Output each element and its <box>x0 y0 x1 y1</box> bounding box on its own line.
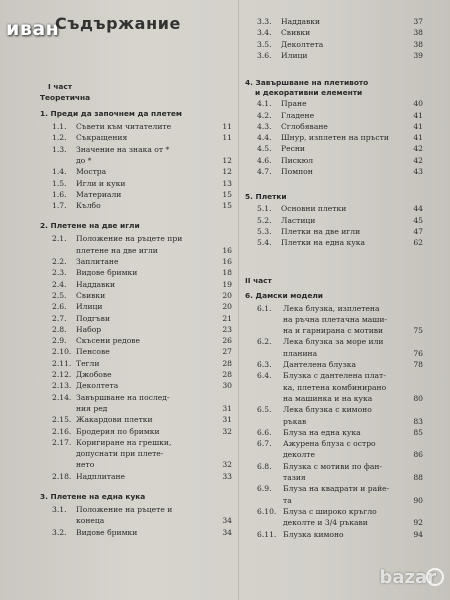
toc-entry-page: 40 <box>413 99 423 109</box>
toc-entry-number: 1.4. <box>52 167 67 177</box>
toc-entry-title: на машинка и на кука <box>283 393 373 403</box>
toc-entry-page: 16 <box>222 245 232 255</box>
toc-entry-title: нето <box>76 460 95 470</box>
toc-entry-title: на ръчна плетачна маши- <box>283 314 387 324</box>
toc-entry-page: 43 <box>413 167 423 176</box>
toc-entry-number: 2.10. <box>52 347 72 357</box>
toc-entry-title: допуснати при плете- <box>76 449 164 459</box>
toc-entry-number: 3.2. <box>52 527 67 537</box>
toc-entry-title: Игли и куки <box>76 178 126 188</box>
toc-entry-title: Шнур, изплетен на пръсти <box>281 133 389 143</box>
toc-entry <box>245 484 423 493</box>
toc-entry-title: Пране <box>281 99 307 109</box>
toc-entry-number: 6.10. <box>257 506 277 516</box>
toc-entry-number: 4.4. <box>257 133 272 143</box>
toc-entry <box>245 17 423 26</box>
toc-entry-number: 6.5. <box>257 405 272 415</box>
toc-entry-title: Дантелена блузка <box>283 360 357 369</box>
toc-entry-number: 2.14. <box>52 392 72 402</box>
toc-entry-page: 20 <box>222 290 232 300</box>
toc-entry <box>40 190 232 199</box>
toc-entry <box>245 507 423 516</box>
toc-entry-title: ния ред <box>76 403 108 413</box>
toc-entry-page: 45 <box>413 215 423 225</box>
toc-entry-title: Наддавки <box>281 17 321 26</box>
toc-entry-page: 38 <box>413 39 423 49</box>
toc-entry <box>245 156 423 165</box>
toc-entry-page: 31 <box>222 415 232 425</box>
toc-entry-page: 44 <box>413 204 423 214</box>
toc-entry-number: 5.1. <box>257 204 272 214</box>
toc-entry <box>40 449 232 458</box>
toc-entry-number: 2.12. <box>52 370 72 379</box>
toc-entry-title: Деколтета <box>76 381 119 391</box>
toc-entry <box>245 450 423 459</box>
toc-entry <box>245 315 423 324</box>
part-name: Теоретична <box>40 93 91 102</box>
toc-entry <box>245 133 423 142</box>
toc-entry-title: Сглобяване <box>281 121 328 131</box>
toc-entry-page: 19 <box>222 279 232 289</box>
toc-entry-page: 80 <box>413 393 423 403</box>
toc-entry-number: 1.2. <box>52 133 67 143</box>
toc-entry-number: 4.3. <box>257 121 272 131</box>
toc-entry <box>40 427 232 436</box>
toc-entry-page: 41 <box>413 110 423 120</box>
toc-entry-page: 41 <box>413 121 423 131</box>
toc-entry-title: Положение на ръцете и <box>76 505 173 514</box>
toc-entry-page: 13 <box>222 178 232 188</box>
toc-entry-title: Свивки <box>281 28 311 38</box>
toc-entry-title: плетене на две игли <box>76 245 158 255</box>
toc-entry-number: 3.6. <box>257 50 272 60</box>
toc-entry <box>40 370 232 379</box>
toc-entry-title: Ресни <box>281 144 305 154</box>
toc-entry-title: Ластици <box>281 215 316 225</box>
toc-entry-title: Лека блузка с кимоно <box>283 405 372 415</box>
toc-entry <box>40 280 232 289</box>
toc-entry-page: 20 <box>222 302 232 312</box>
toc-entry-number: 2.7. <box>52 313 67 323</box>
toc-entry <box>245 227 423 236</box>
toc-entry <box>245 473 423 482</box>
toc-entry-page: 11 <box>222 133 232 143</box>
toc-entry-number: 6.4. <box>257 371 272 381</box>
toc-entry <box>40 472 232 481</box>
toc-entry-page: 85 <box>413 427 423 437</box>
part-label: I част <box>48 82 73 91</box>
toc-entry-title: Пискюл <box>281 155 314 165</box>
toc-entry-number: 6.6. <box>257 427 272 437</box>
toc-entry-title: Материали <box>76 189 122 199</box>
toc-entry <box>40 381 232 390</box>
toc-entry <box>40 347 232 356</box>
toc-entry-title: конеца <box>76 516 105 526</box>
toc-entry-number: 2.17. <box>52 437 72 447</box>
watermark-icon <box>426 568 444 586</box>
toc-entry-title: Блузка кимоно <box>283 529 344 539</box>
toc-entry-title: Плетки на една кука <box>281 238 366 248</box>
toc-entry <box>40 415 232 424</box>
toc-entry <box>40 167 232 176</box>
toc-entry-number: 2.3. <box>52 268 67 278</box>
toc-entry <box>245 28 423 37</box>
toc-entry-page: 26 <box>222 336 232 346</box>
toc-entry-title: Съкращения <box>76 133 128 143</box>
toc-entry-title: Плетки на две игли <box>281 226 361 236</box>
toc-entry-page: 62 <box>413 238 423 248</box>
toc-entry-page: 21 <box>222 313 232 323</box>
toc-entry-page: 15 <box>222 201 232 211</box>
toc-entry-number: 1.6. <box>52 189 67 199</box>
toc-entry-title: та <box>283 495 292 505</box>
toc-entry-page: 90 <box>413 495 423 505</box>
toc-entry-page: 37 <box>413 17 423 26</box>
toc-entry-title: Подгъви <box>76 313 111 323</box>
toc-entry-title: Джобове <box>76 370 112 379</box>
toc-entry <box>245 167 423 176</box>
toc-entry-title: тазия <box>283 473 306 482</box>
toc-entry <box>245 204 423 213</box>
toc-entry-number: 2.13. <box>52 381 72 391</box>
toc-entry-page: 15 <box>222 189 232 199</box>
toc-entry-number: 1.5. <box>52 178 67 188</box>
toc-entry-title: на и гарнирана с мотиви <box>283 326 384 336</box>
toc-entry <box>245 326 423 335</box>
toc-entry <box>245 122 423 131</box>
toc-entry <box>40 291 232 300</box>
toc-entry-page: 83 <box>413 416 423 426</box>
toc-entry-number: 1.7. <box>52 201 67 211</box>
toc-entry-number: 2.4. <box>52 279 67 289</box>
toc-entry-number: 3.4. <box>257 28 272 38</box>
toc-entry-page: 33 <box>222 471 232 481</box>
toc-entry-page: 28 <box>222 358 232 368</box>
toc-entry-title: Видове бримки <box>76 527 138 537</box>
toc-entry-number: 6.9. <box>257 484 272 494</box>
toc-entry-title: Положение на ръцете при <box>76 234 183 244</box>
toc-entry-number: 6.1. <box>257 303 272 313</box>
toc-entry-title: Съвети към читателите <box>76 122 172 131</box>
toc-entry-title: Свивки <box>76 290 106 300</box>
toc-entry-number: 2.11. <box>52 358 72 368</box>
toc-entry-number: 2.2. <box>52 257 67 266</box>
toc-entry <box>245 417 423 426</box>
toc-entry-number: 1.1. <box>52 122 67 131</box>
toc-entry <box>245 405 423 414</box>
toc-entry-title: Тегли <box>76 358 100 368</box>
toc-entry-page: 94 <box>413 529 423 539</box>
toc-entry <box>245 462 423 471</box>
toc-entry-number: 4.6. <box>257 155 272 165</box>
toc-entry-title: Бродерия по бримки <box>76 426 160 436</box>
toc-entry-title: Блуза на една кука <box>283 427 361 437</box>
toc-entry <box>245 439 423 448</box>
toc-entry-title: Блуза с широко кръгло <box>283 506 377 516</box>
toc-entry-page: 47 <box>413 226 423 236</box>
toc-entry-title: Наддавки <box>76 279 116 289</box>
toc-entry <box>40 516 232 525</box>
toc-entry-page: 16 <box>222 257 232 266</box>
toc-entry <box>245 99 423 108</box>
toc-entry-page: 18 <box>222 268 232 278</box>
toc-entry <box>245 337 423 346</box>
toc-entry-title: Кълбо <box>76 201 101 211</box>
toc-entry-title: Значение на знака от * <box>76 144 170 154</box>
toc-entry <box>40 325 232 334</box>
toc-entry-title: Надплитане <box>76 471 126 481</box>
toc-entry-number: 6.7. <box>257 439 272 449</box>
toc-entry-number: 4.1. <box>257 99 272 109</box>
toc-entry-number: 2.16. <box>52 426 72 436</box>
toc-entry <box>40 314 232 323</box>
toc-entry-title: Деколтета <box>281 39 324 49</box>
toc-entry <box>245 428 423 437</box>
toc-entry <box>40 156 232 165</box>
toc-entry-page: 39 <box>413 50 423 60</box>
toc-entry-number: 2.1. <box>52 234 67 244</box>
toc-entry-page: 76 <box>413 348 423 358</box>
section-heading-cont: и декоративни елементи <box>255 88 363 98</box>
toc-entry-title: Основни плетки <box>281 204 347 214</box>
toc-entry <box>245 304 423 313</box>
toc-entry-title: Набор <box>76 324 102 334</box>
toc-entry-page: 34 <box>222 527 232 537</box>
toc-entry-number: 2.5. <box>52 290 67 300</box>
toc-entry <box>245 518 423 527</box>
toc-entry-page: 75 <box>413 326 423 336</box>
toc-entry-page: 28 <box>222 370 232 379</box>
toc-entry-page: 11 <box>222 122 232 131</box>
toc-entry <box>40 257 232 266</box>
toc-entry-number: 6.8. <box>257 461 272 471</box>
brand-logo: иван <box>6 18 60 40</box>
toc-entry-number: 5.4. <box>257 238 272 248</box>
toc-entry-title: Пенсове <box>76 347 110 357</box>
toc-entry <box>40 336 232 345</box>
toc-entry-number: 4.2. <box>257 110 272 120</box>
toc-entry-title: Лека блузка за море или <box>283 337 384 347</box>
toc-entry-title: Гладене <box>281 110 315 120</box>
section-heading: 3. Плетене на една кука <box>40 492 146 501</box>
toc-entry-page: 41 <box>413 133 423 143</box>
toc-entry-title: ка, плетена комбинирано <box>283 382 387 392</box>
part-label: II част <box>245 275 272 285</box>
toc-entry <box>245 394 423 403</box>
toc-entry-page: 86 <box>413 450 423 460</box>
toc-entry <box>40 133 232 142</box>
toc-entry-title: Илици <box>76 302 103 312</box>
toc-entry <box>245 40 423 49</box>
toc-entry-number: 2.8. <box>52 324 67 334</box>
toc-entry-page: 32 <box>222 426 232 436</box>
toc-entry <box>245 530 423 539</box>
page-title: Съдържание <box>55 14 181 33</box>
section-heading: 2. Плетене на две игли <box>40 221 140 231</box>
toc-entry-number: 6.2. <box>257 337 272 347</box>
toc-entry-number: 2.18. <box>52 471 72 481</box>
toc-entry-number: 5.3. <box>257 226 272 236</box>
toc-entry-number: 1.3. <box>52 144 67 154</box>
toc-entry <box>245 216 423 225</box>
toc-entry-number: 2.6. <box>52 302 67 312</box>
toc-entry-title: Помпон <box>281 167 313 176</box>
toc-entry-number: 3.1. <box>52 505 67 514</box>
section-heading: 6. Дамски модели <box>245 290 323 300</box>
toc-entry-number: 2.9. <box>52 336 67 346</box>
toc-entry-title: Илици <box>281 50 308 60</box>
toc-entry-title: Видове бримки <box>76 268 138 278</box>
toc-entry-title: до * <box>76 155 92 165</box>
toc-entry-number: 4.7. <box>257 167 272 176</box>
toc-entry <box>245 144 423 153</box>
toc-entry <box>245 111 423 120</box>
section-heading: 5. Плетки <box>245 192 287 202</box>
toc-entry-page: 38 <box>413 28 423 38</box>
toc-entry-title: Ажурена блуза с остро <box>283 439 376 449</box>
toc-entry-title: планина <box>283 348 318 358</box>
toc-entry <box>40 302 232 311</box>
toc-entry-title: Заплитане <box>76 257 119 266</box>
toc-entry <box>245 238 423 247</box>
toc-entry-title: Скъсени редове <box>76 336 141 346</box>
toc-entry-page: 31 <box>222 403 232 413</box>
toc-entry <box>40 438 232 447</box>
toc-entry <box>40 393 232 402</box>
toc-entry-number: 6.3. <box>257 360 272 369</box>
toc-entry <box>245 349 423 358</box>
toc-entry-title: Завършване на послед- <box>76 392 170 402</box>
toc-entry-title: Блузка с дантелена плат- <box>283 371 386 381</box>
toc-entry-title: Блуза на квадрати и райе- <box>283 484 390 494</box>
toc-entry <box>40 201 232 210</box>
toc-entry-number: 3.5. <box>257 39 272 49</box>
section-heading: 4. Завършване на плетивото <box>245 78 369 88</box>
toc-entry <box>40 528 232 537</box>
toc-entry <box>40 505 232 514</box>
toc-entry <box>245 371 423 380</box>
toc-entry-page: 34 <box>222 516 232 526</box>
watermark: bazar <box>379 567 436 588</box>
toc-entry-page: 27 <box>222 347 232 357</box>
toc-entry-title: ръкав <box>283 416 307 426</box>
toc-entry-title: деколте и 3/4 ръкави <box>283 518 368 528</box>
toc-entry-title: Жакардови плетки <box>76 415 153 425</box>
toc-entry-page: 12 <box>222 155 232 165</box>
toc-entry <box>40 404 232 413</box>
toc-entry <box>40 234 232 243</box>
toc-entry-page: 92 <box>413 518 423 528</box>
section-heading: 1. Преди да започнем да плетем <box>40 109 182 118</box>
toc-entry <box>40 460 232 469</box>
toc-entry <box>245 360 423 369</box>
toc-entry <box>40 179 232 188</box>
toc-entry <box>245 51 423 60</box>
toc-entry <box>40 246 232 255</box>
toc-entry <box>40 359 232 368</box>
toc-entry-title: Блузка с мотиви по фан- <box>283 461 383 471</box>
toc-entry-page: 78 <box>413 360 423 369</box>
column-divider <box>238 0 239 600</box>
toc-entry-title: Коригиране на грешки, <box>76 437 172 447</box>
toc-entry-page: 42 <box>413 155 423 165</box>
toc-entry-page: 23 <box>222 324 232 334</box>
toc-entry <box>245 496 423 505</box>
toc-entry-title: деколте <box>283 450 316 460</box>
toc-entry-number: 2.15. <box>52 415 72 425</box>
toc-entry <box>40 268 232 277</box>
toc-entry-page: 88 <box>413 473 423 482</box>
toc-entry <box>40 145 232 154</box>
toc-entry-page: 12 <box>222 167 232 177</box>
toc-entry-page: 32 <box>222 460 232 470</box>
toc-entry-number: 6.11. <box>257 529 277 539</box>
toc-entry-number: 5.2. <box>257 215 272 225</box>
toc-entry-number: 4.5. <box>257 144 272 154</box>
toc-entry-title: Мостра <box>76 167 107 177</box>
toc-entry-title: Лека блузка, изплетена <box>283 303 380 313</box>
toc-entry-number: 3.3. <box>257 17 272 26</box>
toc-entry-page: 42 <box>413 144 423 154</box>
toc-entry <box>245 383 423 392</box>
toc-entry <box>40 122 232 131</box>
toc-entry-page: 30 <box>222 381 232 391</box>
